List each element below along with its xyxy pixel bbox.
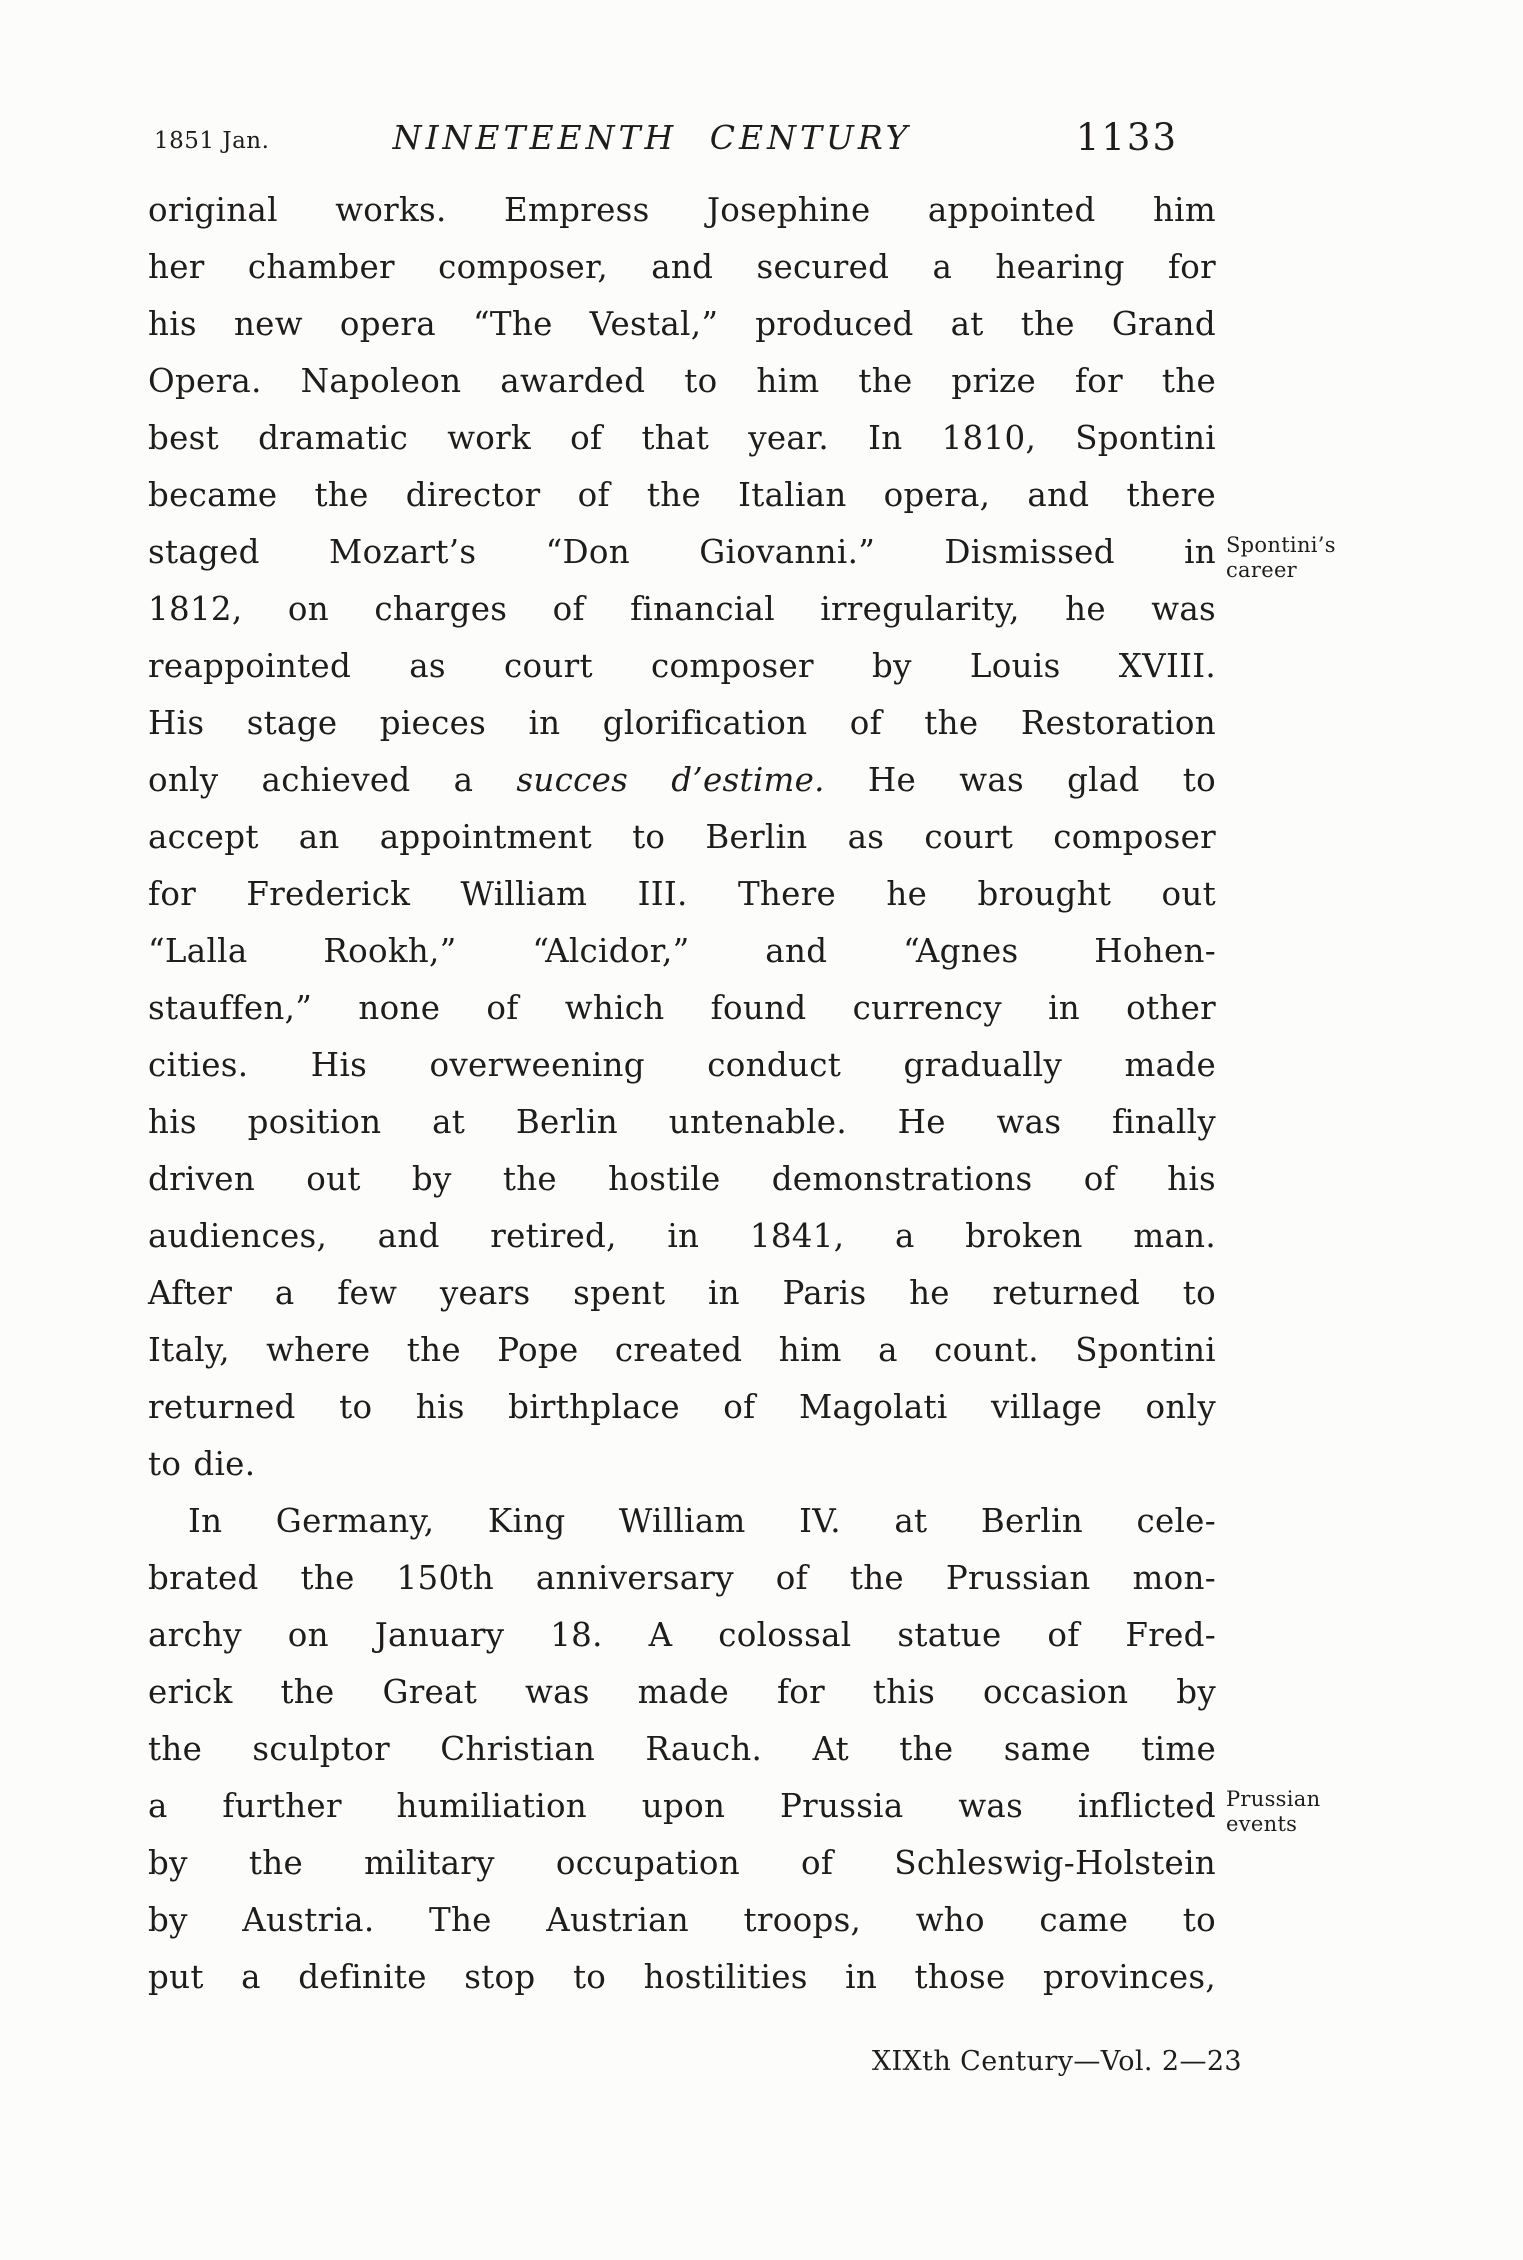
text-line bbox=[148, 1835, 1216, 1892]
text-segment: reappointed as court composer by Louis XVIII. bbox=[148, 647, 1216, 685]
text-segment: accept an appointment to Berlin as court composer bbox=[148, 818, 1216, 856]
margin-note-line: career bbox=[1226, 558, 1298, 582]
margin-note-line: events bbox=[1226, 1812, 1298, 1836]
text-segment: her chamber composer, and secured a hearing for bbox=[148, 248, 1216, 286]
text-line bbox=[148, 296, 1216, 353]
text-line bbox=[148, 980, 1216, 1037]
text-segment: original works. Empress Josephine appointed him bbox=[148, 191, 1216, 229]
text-line bbox=[148, 581, 1216, 638]
text-line bbox=[148, 353, 1216, 410]
publication-date: 1851 Jan. bbox=[154, 128, 270, 154]
text-line bbox=[148, 1721, 1216, 1778]
text-line bbox=[148, 1037, 1216, 1094]
text-segment: best dramatic work of that year. In 1810, Spontini bbox=[148, 419, 1216, 457]
text-line bbox=[148, 809, 1216, 866]
page-header bbox=[148, 116, 1216, 164]
text-segment: by the military occupation of Schleswig-Holstein bbox=[148, 1844, 1216, 1882]
text-segment: driven out by the hostile demonstrations of his bbox=[148, 1160, 1216, 1198]
margin-note-line: Prussian bbox=[1226, 1787, 1321, 1811]
text-body bbox=[148, 182, 1336, 2006]
text-segment: cities. His overweening conduct gradually made bbox=[148, 1046, 1216, 1084]
text-segment: After a few years spent in Paris he returned to bbox=[148, 1274, 1216, 1312]
text-segment: In Germany, King William IV. at Berlin cele- bbox=[188, 1502, 1216, 1540]
text-line bbox=[148, 866, 1216, 923]
text-segment: for Frederick William III. There he brought out bbox=[148, 875, 1216, 913]
text-segment: erick the Great was made for this occasion by bbox=[148, 1673, 1216, 1711]
text-segment: only achieved a bbox=[148, 761, 517, 799]
text-segment: Italy, where the Pope created him a count. Spontini bbox=[148, 1331, 1216, 1369]
margin-note bbox=[1226, 533, 1416, 583]
text-segment: put a definite stop to hostilities in those provinces, bbox=[148, 1958, 1216, 1996]
text-segment: by Austria. The Austrian troops, who came to bbox=[148, 1901, 1216, 1939]
text-line bbox=[148, 410, 1216, 467]
text-segment: He was glad to bbox=[824, 761, 1216, 799]
text-segment: the sculptor Christian Rauch. At the same time bbox=[148, 1730, 1216, 1768]
page-footer bbox=[148, 2046, 1242, 2077]
text-line bbox=[148, 1664, 1216, 1721]
text-segment: Opera. Napoleon awarded to him the prize for the bbox=[148, 362, 1216, 400]
text-line bbox=[148, 1094, 1216, 1151]
text-segment: staged Mozart’s “Don Giovanni.” Dismissed in bbox=[148, 533, 1216, 571]
text-line bbox=[148, 923, 1216, 980]
running-title: NINETEENTH CENTURY bbox=[392, 118, 912, 157]
text-segment: brated the 150th anniversary of the Prussian mon- bbox=[148, 1559, 1216, 1597]
text-line bbox=[148, 1208, 1216, 1265]
volume-signature: XIXth Century—Vol. 2—23 bbox=[871, 2046, 1242, 2077]
text-line bbox=[148, 1493, 1216, 1550]
text-line bbox=[148, 1778, 1321, 1836]
text-line bbox=[148, 1322, 1216, 1379]
text-line bbox=[148, 1607, 1216, 1664]
text-segment: “Lalla Rookh,” “Alcidor,” and “Agnes Hohen- bbox=[148, 932, 1216, 970]
page-number: 1133 bbox=[1075, 116, 1178, 159]
text-segment: His stage pieces in glorification of the Restoration bbox=[148, 704, 1216, 742]
text-segment: a further humiliation upon Prussia was inflicted bbox=[148, 1787, 1216, 1825]
italic-phrase: succes d’estime. bbox=[516, 761, 825, 799]
text-line bbox=[148, 467, 1216, 524]
text-line bbox=[148, 1265, 1216, 1322]
text-line bbox=[148, 524, 1336, 582]
text-line bbox=[148, 695, 1216, 752]
margin-note-line: Spontini’s bbox=[1226, 533, 1336, 557]
text-line bbox=[148, 1949, 1216, 2006]
text-segment: audiences, and retired, in 1841, a broken man. bbox=[148, 1217, 1216, 1255]
text-line bbox=[148, 1436, 1216, 1493]
text-line bbox=[148, 1892, 1216, 1949]
text-line bbox=[148, 1550, 1216, 1607]
text-segment: his position at Berlin untenable. He was finally bbox=[148, 1103, 1216, 1141]
text-line bbox=[148, 1151, 1216, 1208]
text-segment: archy on January 18. A colossal statue of Fred- bbox=[148, 1616, 1216, 1654]
text-segment: became the director of the Italian opera, and there bbox=[148, 476, 1216, 514]
margin-note bbox=[1226, 1787, 1416, 1837]
text-segment: his new opera “The Vestal,” produced at the Grand bbox=[148, 305, 1216, 343]
text-segment: to die. bbox=[148, 1445, 256, 1483]
text-segment: stauffen,” none of which found currency in other bbox=[148, 989, 1216, 1027]
text-line bbox=[148, 1379, 1216, 1436]
text-line bbox=[148, 638, 1216, 695]
text-line bbox=[148, 239, 1216, 296]
text-line bbox=[148, 182, 1216, 239]
text-line bbox=[148, 752, 1216, 809]
text-segment: returned to his birthplace of Magolati village only bbox=[148, 1388, 1216, 1426]
paragraph bbox=[148, 1493, 1321, 2006]
text-segment: 1812, on charges of financial irregularity, he was bbox=[148, 590, 1216, 628]
paragraph bbox=[148, 182, 1336, 1493]
